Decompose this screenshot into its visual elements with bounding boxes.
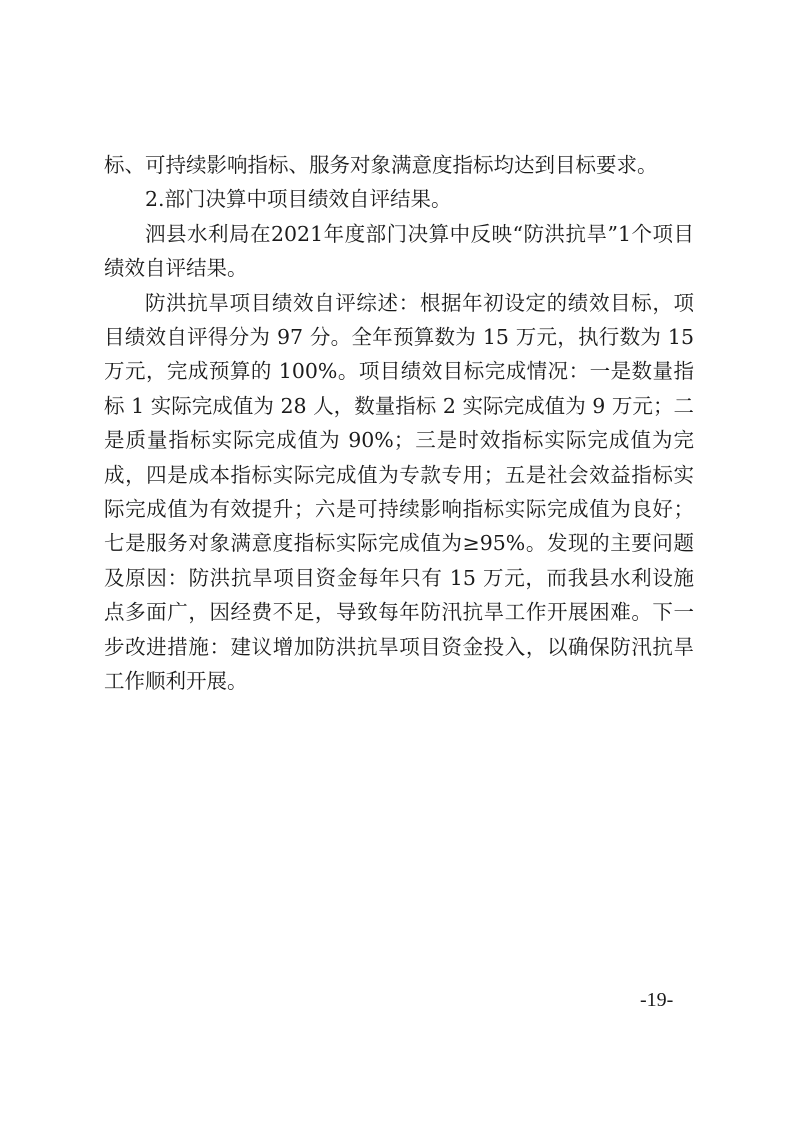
document-body bbox=[104, 148, 694, 699]
paragraph-continuation: 标、可持续影响指标、服务对象满意度指标均达到目标要求。 bbox=[104, 153, 658, 177]
page-number: -19- bbox=[640, 989, 674, 1011]
paragraph-detail: 防洪抗旱项目绩效自评综述：根据年初设定的绩效目标，项目绩效自评得分为 97 分。全年预算数为 15 万元，执行数为 15 万元，完成预算的 100%。项目绩效目标完成情况：一是数量指标 1 实际完成值为 28 人，数量指标 2 实际完成值为 9 万元；二是质量指标实际完成值为 90%；三是时效指标实际完成值为完成，四是成本指标实际完成值为专款专用；五是社会效益指标实际完成值为有效提升；六是可持续影响指标实际完成值为良好；七是服务对象满意度指标实际完成值为≥95%。发现的主要问题及原因：防洪抗旱项目资金每年只有 15 万元，而我县水利设施点多面广，因经费不足，导致每年防汛抗旱工作开展困难。下一步改进措施：建议增加防洪抗旱项目资金投入，以确保防汛抗旱工作顺利开展。 bbox=[104, 290, 694, 694]
paragraph-summary: 泗县水利局在2021年度部门决算中反映“防洪抗旱”1个项目绩效自评结果。 bbox=[104, 221, 694, 281]
section-heading: 2.部门决算中项目绩效自评结果。 bbox=[145, 187, 452, 212]
